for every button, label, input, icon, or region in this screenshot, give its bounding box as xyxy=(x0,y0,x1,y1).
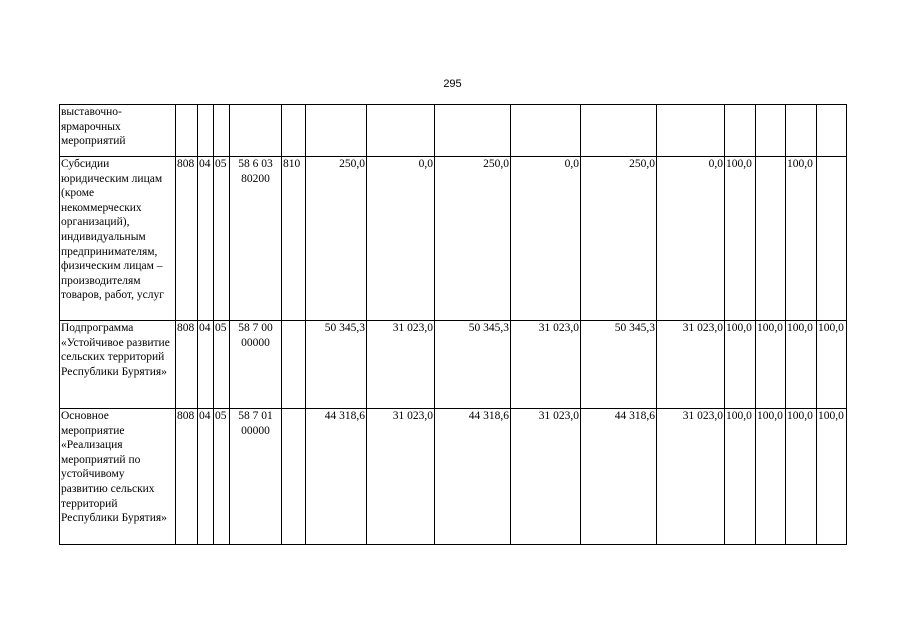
percent-2 xyxy=(756,157,786,321)
csr-code: 58 7 00 00000 xyxy=(230,321,282,409)
value-4: 31 023,0 xyxy=(511,321,581,409)
pr-code: 05 xyxy=(214,157,230,321)
vr-code xyxy=(282,409,306,545)
rz-code xyxy=(198,105,214,157)
value-3 xyxy=(435,105,511,157)
gr-code: 808 xyxy=(176,157,198,321)
percent-4 xyxy=(817,157,847,321)
value-1: 44 318,6 xyxy=(306,409,367,545)
percent-2 xyxy=(756,105,786,157)
gr-code xyxy=(176,105,198,157)
vr-code xyxy=(282,321,306,409)
rz-code: 04 xyxy=(198,409,214,545)
value-6: 31 023,0 xyxy=(657,409,725,545)
value-1: 250,0 xyxy=(306,157,367,321)
value-6 xyxy=(657,105,725,157)
row-name: Основное мероприятие «Реализация мероприятий по устойчивому развитию сельских территорий Республики Бурятия» xyxy=(60,409,176,545)
value-4: 31 023,0 xyxy=(511,409,581,545)
value-4 xyxy=(511,105,581,157)
value-5: 250,0 xyxy=(581,157,657,321)
budget-table xyxy=(59,104,847,545)
rz-code: 04 xyxy=(198,157,214,321)
percent-3: 100,0 xyxy=(786,409,817,545)
value-2 xyxy=(367,105,435,157)
value-3: 44 318,6 xyxy=(435,409,511,545)
csr-code: 58 7 01 00000 xyxy=(230,409,282,545)
value-5: 50 345,3 xyxy=(581,321,657,409)
page-number: 295 xyxy=(443,78,462,90)
csr-code xyxy=(230,105,282,157)
value-1 xyxy=(306,105,367,157)
percent-1 xyxy=(725,105,756,157)
pr-code xyxy=(214,105,230,157)
value-2: 0,0 xyxy=(367,157,435,321)
value-2: 31 023,0 xyxy=(367,409,435,545)
value-2: 31 023,0 xyxy=(367,321,435,409)
csr-code: 58 6 03 80200 xyxy=(230,157,282,321)
percent-4: 100,0 xyxy=(817,321,847,409)
value-3: 50 345,3 xyxy=(435,321,511,409)
row-name: Субсидии юридическим лицам (кроме некоммерческих организаций), индивидуальным предпринимателям, физическим лицам – производителям товаров, работ, услуг xyxy=(60,157,176,321)
rz-code: 04 xyxy=(198,321,214,409)
table-row xyxy=(60,157,847,321)
percent-2: 100,0 xyxy=(756,321,786,409)
row-name: выставочно-ярмарочных мероприятий xyxy=(60,105,176,157)
value-5: 44 318,6 xyxy=(581,409,657,545)
percent-3: 100,0 xyxy=(786,321,817,409)
value-6: 31 023,0 xyxy=(657,321,725,409)
pr-code: 05 xyxy=(214,409,230,545)
percent-4: 100,0 xyxy=(817,409,847,545)
percent-1: 100,0 xyxy=(725,157,756,321)
pr-code: 05 xyxy=(214,321,230,409)
percent-1: 100,0 xyxy=(725,321,756,409)
value-3: 250,0 xyxy=(435,157,511,321)
percent-4 xyxy=(817,105,847,157)
value-1: 50 345,3 xyxy=(306,321,367,409)
table-row xyxy=(60,321,847,409)
percent-3: 100,0 xyxy=(786,157,817,321)
value-4: 0,0 xyxy=(511,157,581,321)
row-name: Подпрограмма «Устойчивое развитие сельских территорий Республики Бурятия» xyxy=(60,321,176,409)
percent-2: 100,0 xyxy=(756,409,786,545)
gr-code: 808 xyxy=(176,409,198,545)
vr-code: 810 xyxy=(282,157,306,321)
table-row xyxy=(60,105,847,157)
vr-code xyxy=(282,105,306,157)
percent-3 xyxy=(786,105,817,157)
gr-code: 808 xyxy=(176,321,198,409)
table-row xyxy=(60,409,847,545)
percent-1: 100,0 xyxy=(725,409,756,545)
value-6: 0,0 xyxy=(657,157,725,321)
value-5 xyxy=(581,105,657,157)
